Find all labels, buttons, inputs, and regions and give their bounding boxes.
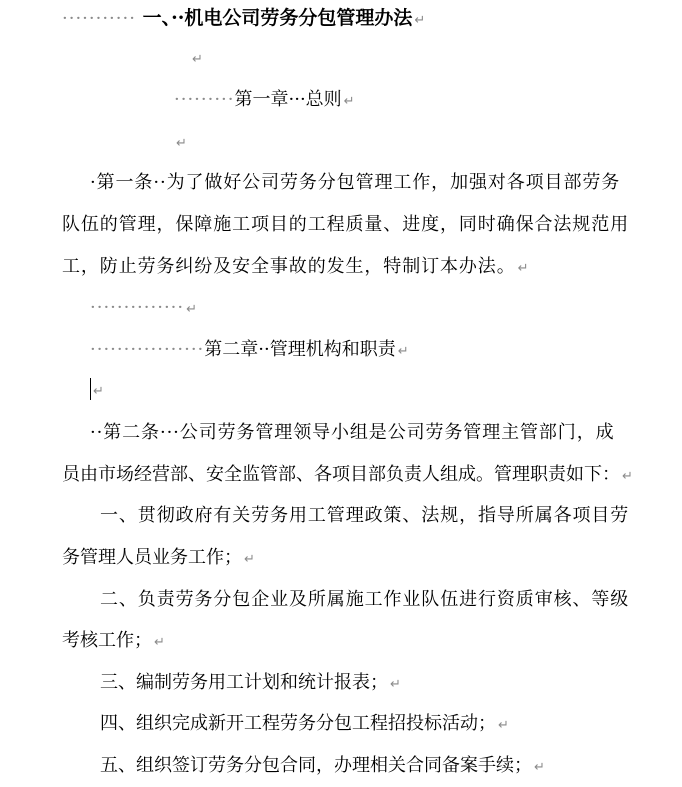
empty-paragraph [91,378,104,402]
paragraph-mark-icon: ↵ [93,384,104,399]
paragraph-mark-icon: ↵ [192,52,203,67]
article-2-line-2 [62,463,633,487]
article-2-line-2-text: 员由市场经营部、安全监管部、各项目部负责人组成。管理职责如下： [62,464,620,485]
item-2-line-1: 二、负责劳务分包企业及所属施工作业队伍进行资质审核、等级 [100,589,630,610]
paragraph-mark-icon: ↵ [397,344,409,359]
chapter-leader-dots: ········· [174,89,235,110]
item-2-line-2-text: 考核工作； [62,630,152,651]
paragraph-mark-icon: ↵ [186,302,198,317]
article-1-line-2: 队伍的管理，保障施工项目的工程质量、进度，同时确保合法规范用 [62,214,629,235]
item-1-line-2-text: 务管理人员业务工作； [62,547,242,568]
chapter-2-heading [90,338,409,362]
article-1-line-3-text: 工，防止劳务纠纷及安全事故的发生，特制订本办法。 [62,256,516,277]
item-1-line-1: 一、贯彻政府有关劳务用工管理政策、法规，指导所属各项目劳 [100,505,630,526]
paragraph-mark-icon: ↵ [622,469,633,484]
paragraph-mark-icon: ↵ [498,718,509,733]
paragraph-mark-icon: ↵ [343,94,355,109]
title-text: 一、··机电公司劳务分包管理办法 [142,7,413,29]
paragraph-mark-icon: ↵ [244,552,255,567]
paragraph-mark-icon: ↵ [176,136,187,151]
title-leader-dots: ··········· [62,8,143,29]
empty-paragraph [174,130,187,154]
item-5-text: 五、组织签订劳务分包合同，办理相关合同备案手续； [100,755,532,776]
article-2-line-1: ··第二条···公司劳务管理领导小组是公司劳务管理主管部门，成 [90,422,615,443]
article-1-line-1: ·第一条··为了做好公司劳务分包管理工作，加强对各项目部劳务 [90,172,621,193]
spacer-paragraph [90,296,197,320]
chapter-leader-dots: ················· [90,339,205,360]
paragraph-mark-icon: ↵ [390,677,401,692]
empty-paragraph [190,46,203,70]
chapter-1-heading [174,88,355,112]
item-3 [100,671,401,695]
item-4 [100,712,509,736]
item-4-text: 四、组织完成新开工程劳务分包工程招投标活动； [100,713,496,734]
article-1-line-3 [62,255,529,279]
item-3-text: 三、编制劳务用工计划和统计报表； [100,672,388,693]
chapter-1-text: 第一章···总则 [234,89,342,110]
spacer-dots: ·············· [90,297,185,318]
item-5 [100,754,545,778]
paragraph-mark-icon: ↵ [517,261,530,276]
document-title [62,6,425,30]
paragraph-mark-icon: ↵ [154,635,165,650]
paragraph-mark-icon: ↵ [534,760,545,775]
item-2-line-2 [62,629,165,653]
chapter-2-text: 第二章··管理机构和职责 [204,339,396,360]
item-1-line-2 [62,546,255,570]
paragraph-mark-icon: ↵ [414,13,426,28]
